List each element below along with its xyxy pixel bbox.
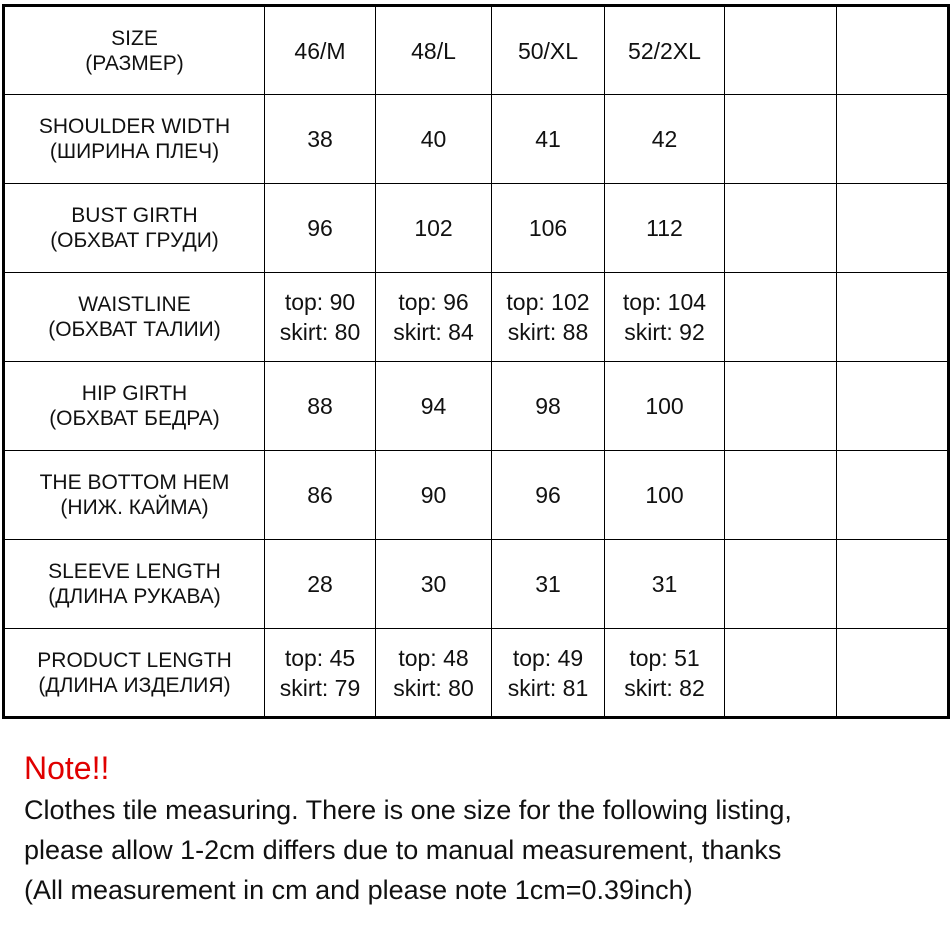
size-name: 46/M	[294, 37, 346, 64]
measurement-value: top: 96	[398, 289, 469, 315]
measurement-value: 96	[535, 482, 561, 508]
size-chart-body	[4, 6, 949, 718]
size-name: 50/XL	[517, 37, 579, 64]
measurement-value: 88	[307, 393, 333, 419]
measurement-value-cell	[492, 629, 605, 718]
table-row	[4, 451, 949, 540]
measurement-value-cell	[725, 95, 837, 184]
measurement-value-cell	[492, 362, 605, 451]
measurement-value: skirt: 81	[507, 674, 589, 701]
measurement-value-cell	[492, 273, 605, 362]
measurement-label-en: SHOULDER WIDTH	[38, 115, 231, 138]
measurement-value-cell	[376, 362, 492, 451]
measurement-label-cell	[4, 629, 265, 718]
measurement-value-cell	[837, 184, 949, 273]
measurement-value: 94	[420, 393, 447, 419]
measurement-value: 100	[645, 482, 684, 508]
size-name: 52/2XL	[628, 37, 701, 64]
measurement-value-cell	[376, 540, 492, 629]
table-row	[4, 540, 949, 629]
measurement-value: 96	[307, 215, 333, 241]
measurement-value-cell	[492, 95, 605, 184]
measurement-value-cell	[376, 629, 492, 718]
measurement-value: 106	[528, 215, 568, 241]
measurement-label-en: SLEEVE LENGTH	[48, 560, 221, 583]
measurement-label-ru: (ШИРИНА ПЛЕЧ)	[49, 140, 220, 163]
measurement-value: 112	[646, 215, 683, 241]
measurement-value-cell	[837, 451, 949, 540]
table-row	[4, 273, 949, 362]
measurement-label-ru: (НИЖ. КАЙМА)	[60, 496, 209, 519]
measurement-value: skirt: 80	[279, 319, 361, 345]
measurement-value-cell	[837, 95, 949, 184]
measurement-value-cell	[725, 273, 837, 362]
size-header-cell	[605, 6, 725, 95]
measurement-value-cell	[376, 273, 492, 362]
note-line: (All measurement in cm and please note 1cm=0.39inch)	[24, 875, 693, 905]
measurement-value-cell	[492, 451, 605, 540]
measurement-value-cell	[492, 184, 605, 273]
measurement-value: top: 90	[284, 289, 356, 315]
measurement-label-en: THE BOTTOM HEM	[39, 471, 230, 494]
size-header-cell	[265, 6, 376, 95]
measurement-value-cell	[376, 451, 492, 540]
measurement-value: 31	[651, 571, 678, 597]
measurement-label-en: PRODUCT LENGTH	[37, 648, 232, 672]
measurement-value: 90	[420, 482, 447, 508]
measurement-label-en: BUST GIRTH	[71, 204, 198, 227]
measurement-value: top: 104	[622, 289, 707, 315]
note-line: please allow 1-2cm differs due to manual measurement, thanks	[24, 835, 782, 865]
measurement-value-cell	[605, 540, 725, 629]
measurement-value-cell	[605, 273, 725, 362]
size-header-cell	[376, 6, 492, 95]
measurement-value: 98	[535, 393, 561, 419]
measurement-value: 42	[651, 126, 678, 152]
measurement-value: skirt: 79	[279, 674, 361, 701]
measurement-value-cell	[265, 451, 376, 540]
measurement-value: 30	[420, 571, 447, 597]
measurement-value-cell	[605, 362, 725, 451]
measurement-value-cell	[725, 540, 837, 629]
measurement-label-cell	[4, 184, 265, 273]
measurement-value-cell	[605, 184, 725, 273]
measurement-value-cell	[725, 184, 837, 273]
size-label-ru: (РАЗМЕР)	[85, 51, 184, 75]
measurement-value-cell	[605, 95, 725, 184]
measurement-value-cell	[837, 629, 949, 718]
measurement-value-cell	[265, 184, 376, 273]
measurement-label-cell	[4, 451, 265, 540]
measurement-value: 102	[414, 215, 453, 241]
measurement-value: 40	[420, 126, 447, 152]
measurement-value: 38	[307, 126, 333, 152]
size-name: 48/L	[411, 37, 456, 64]
measurement-value-cell	[837, 362, 949, 451]
table-row	[4, 95, 949, 184]
measurement-label-ru: (ОБХВАТ БЕДРА)	[49, 407, 220, 430]
measurement-value-cell	[837, 540, 949, 629]
measurement-value-cell	[725, 362, 837, 451]
measurement-value-cell	[725, 451, 837, 540]
size-header-cell	[492, 6, 605, 95]
measurement-value-cell	[605, 451, 725, 540]
table-row	[4, 362, 949, 451]
measurement-value: top: 45	[284, 644, 356, 671]
header-row	[4, 6, 949, 95]
measurement-label-cell	[4, 362, 265, 451]
size-header-cell	[725, 6, 837, 95]
measurement-value-cell	[265, 362, 376, 451]
measurement-value: 86	[307, 482, 333, 508]
measurement-value: skirt: 82	[624, 674, 705, 701]
note-body	[24, 790, 946, 910]
measurement-value: skirt: 92	[624, 319, 705, 345]
measurement-label-cell	[4, 273, 265, 362]
measurement-value: skirt: 80	[393, 674, 474, 701]
size-header-cell	[837, 6, 949, 95]
measurement-label-en: WAISTLINE	[78, 293, 191, 316]
measurement-value-cell	[376, 95, 492, 184]
measurement-value: 31	[535, 571, 561, 597]
measurement-value-cell	[605, 629, 725, 718]
note-title: Note!!	[24, 750, 110, 786]
measurement-value: top: 48	[398, 644, 469, 671]
measurement-label-en: HIP GIRTH	[81, 382, 188, 405]
measurement-value: 100	[645, 393, 684, 419]
measurement-label-ru: (ДЛИНА РУКАВА)	[48, 585, 221, 608]
measurement-value-cell	[376, 184, 492, 273]
measurement-value: top: 49	[512, 644, 584, 671]
measurement-value-cell	[265, 273, 376, 362]
table-row	[4, 629, 949, 718]
size-label-cell	[4, 6, 265, 95]
measurement-value-cell	[492, 540, 605, 629]
measurement-label-ru: (ОБХВАТ ТАЛИИ)	[48, 318, 221, 341]
measurement-label-ru: (ДЛИНА ИЗДЕЛИЯ)	[38, 673, 231, 697]
measurement-value: 28	[307, 571, 333, 597]
measurement-value: top: 51	[629, 644, 700, 671]
measurement-value-cell	[265, 95, 376, 184]
measurement-label-ru: (ОБХВАТ ГРУДИ)	[50, 229, 219, 252]
measurement-label-cell	[4, 95, 265, 184]
note-line: Clothes tile measuring. There is one size for the following listing,	[24, 795, 792, 825]
measurement-label-cell	[4, 540, 265, 629]
measurement-value-cell	[725, 629, 837, 718]
measurement-value-cell	[265, 629, 376, 718]
size-label-en: SIZE	[111, 26, 158, 50]
measurement-value: 41	[535, 126, 561, 152]
table-row	[4, 184, 949, 273]
size-chart-table	[2, 4, 950, 719]
measurement-value-cell	[265, 540, 376, 629]
measurement-value: skirt: 84	[393, 319, 474, 345]
measurement-value-cell	[837, 273, 949, 362]
measurement-value: skirt: 88	[507, 319, 589, 345]
measurement-value: top: 102	[506, 289, 590, 315]
